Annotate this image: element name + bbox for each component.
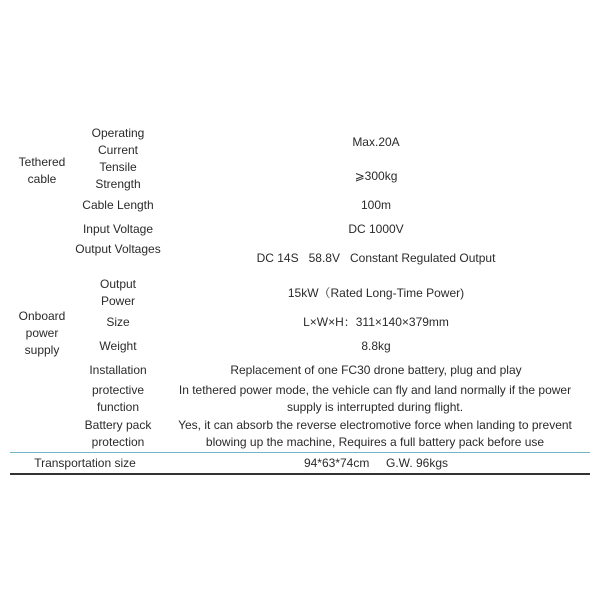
value-size: L×W×H：311×140×379mm [303,315,449,329]
label-protective-function: protective function [91,383,145,414]
value-weight: 8.8kg [361,339,391,353]
value-tensile-strength: ⩾300kg [354,169,398,183]
label-transportation-size: Transportation size [34,456,136,470]
value-battery-pack-protection: Yes, it can absorb the reverse electromotive force when landing to prevent blowing up the machine, Requires a full battery pack before use [178,418,572,449]
group-label-onboard-power-supply: Onboard power supply [18,309,66,357]
label-installation: Installation [89,363,147,377]
value-input-voltage: DC 1000V [348,222,404,236]
group-label-tethered-cable: Tethered cable [18,155,66,186]
value-transportation-size: 94*63*74cm G.W. 96kgs [303,456,449,470]
value-protective-function: In tethered power mode, the vehicle can fly and land normally if the power supply is interrupted during flight. [178,383,572,414]
label-size: Size [106,315,130,329]
table-divider [10,452,590,453]
value-cable-length: 100m [360,198,392,212]
label-output-voltages: Output Voltages [75,242,161,256]
label-battery-pack-protection: Battery pack protection [84,418,152,449]
table-bottom-rule [10,473,590,475]
value-output-voltages: DC 14S 58.8V Constant Regulated Output [256,251,496,265]
value-installation: Replacement of one FC30 drone battery, plug and play [230,363,522,377]
label-operating-current: Operating Current [91,126,145,157]
label-tensile-strength: Tensile Strength [95,160,141,191]
value-operating-current: Max.20A [352,135,400,149]
label-input-voltage: Input Voltage [82,222,154,236]
label-cable-length: Cable Length [82,198,154,212]
label-weight: Weight [99,339,137,353]
value-output-power: 15kW（Rated Long-Time Power) [287,286,465,300]
label-output-power: Output Power [99,277,137,308]
